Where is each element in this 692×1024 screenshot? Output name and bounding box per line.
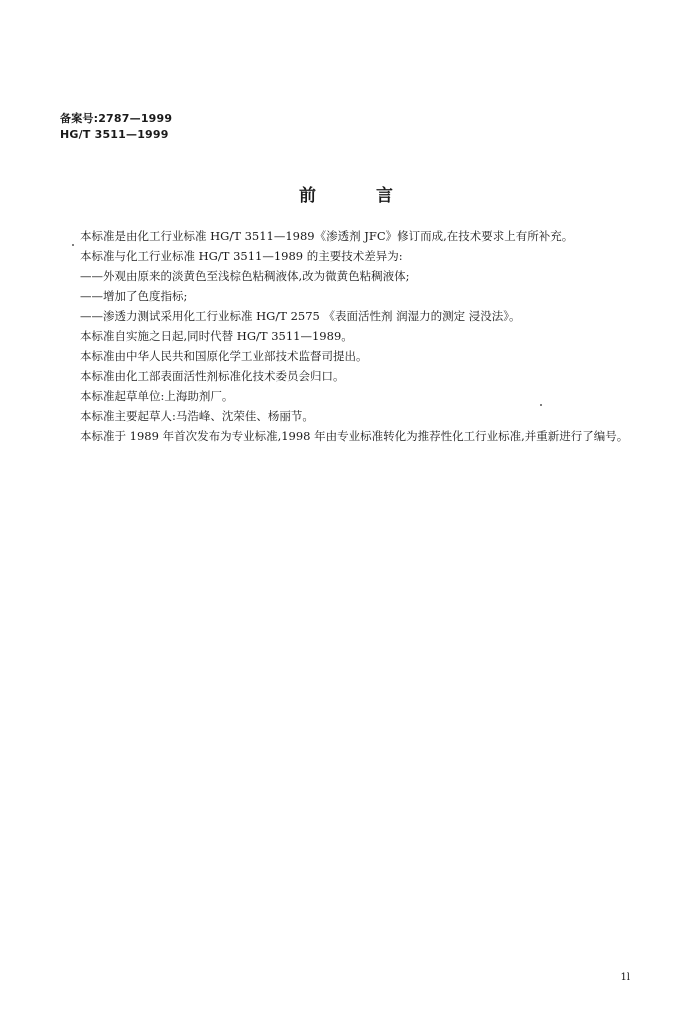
standard-number: HG/T 3511—1999 [60, 128, 169, 141]
scan-speck [540, 404, 542, 406]
section-title: 前言 [299, 186, 453, 206]
paragraph-proposer: 本标准由中华人民共和国原化学工业部技术监督司提出。 [80, 349, 368, 363]
paragraph-differences: 本标准与化工行业标准 HG/T 3511—1989 的主要技术差异为: [80, 249, 403, 263]
paragraph-color: ——增加了色度指标; [80, 289, 188, 303]
paragraph-appearance: ——外观由原来的淡黄色至浅棕色粘稠液体,改为微黄色粘稠液体; [80, 269, 410, 283]
paragraph-committee: 本标准由化工部表面活性剂标准化技术委员会归口。 [80, 369, 345, 383]
paragraph-test-method: ——渗透力测试采用化工行业标准 HG/T 2575 《表面活性剂 润湿力的测定 浸没法》。 [80, 309, 521, 323]
paragraph-history: 本标准于 1989 年首次发布为专业标准,1998 年由专业标准转化为推荐性化工行业标准,并重新进行了编号。 [80, 429, 629, 443]
page-number: 1l [620, 972, 630, 983]
scan-speck [72, 244, 74, 246]
paragraph-drafting-unit: 本标准起草单位:上海助剂厂。 [80, 389, 234, 403]
filing-number: 备案号:2787—1999 [60, 112, 173, 125]
paragraph-replacement: 本标准自实施之日起,同时代替 HG/T 3511—1989。 [80, 329, 353, 343]
paragraph-revision: 本标准是由化工行业标准 HG/T 3511—1989《渗透剂 JFC》修订而成,在技术要求上有所补充。 [80, 229, 574, 243]
paragraph-drafters: 本标准主要起草人:马浩峰、沈荣佳、杨丽节。 [80, 409, 314, 423]
